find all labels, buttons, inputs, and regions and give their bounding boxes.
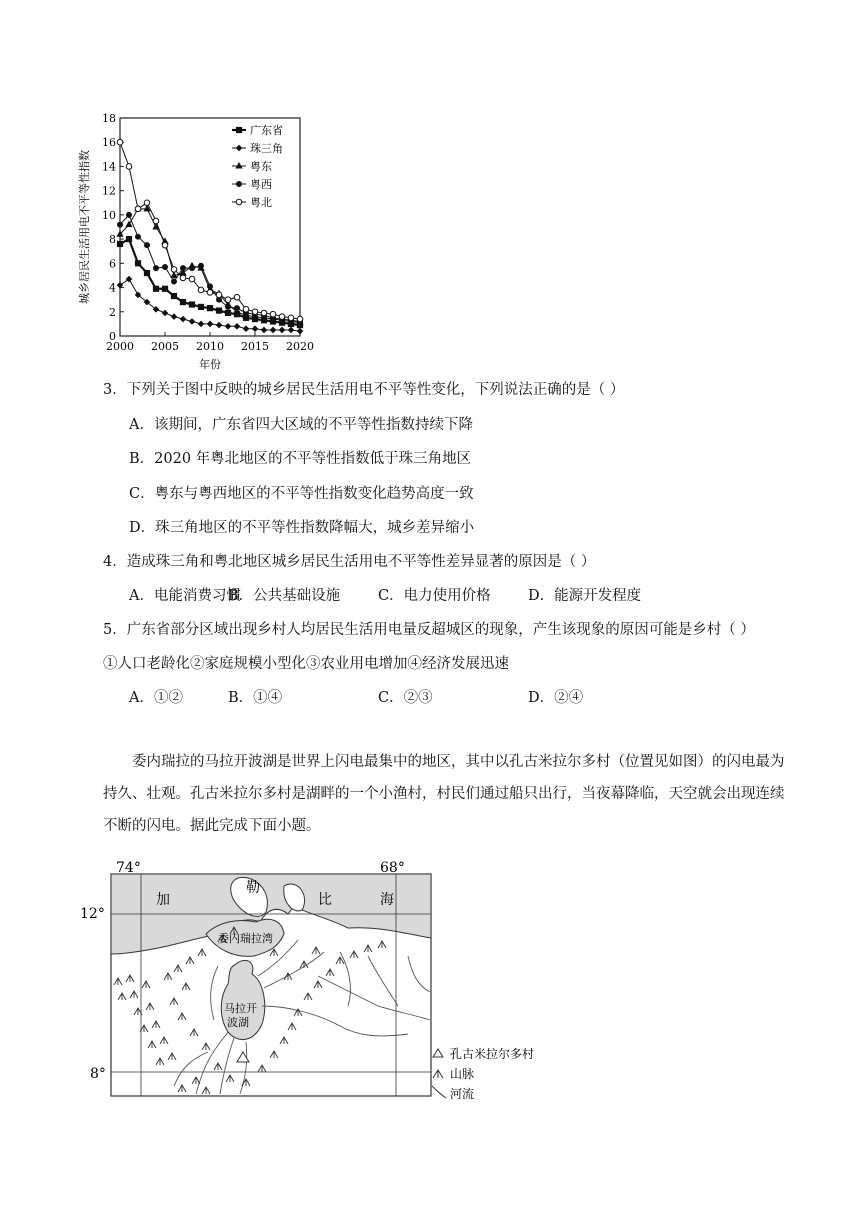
data-point (207, 321, 212, 326)
data-point (288, 315, 294, 321)
data-point (198, 287, 204, 293)
data-point (234, 324, 239, 329)
legend-label: 珠三角 (250, 142, 283, 155)
data-point (198, 321, 203, 326)
legend-label: 广东省 (250, 124, 283, 137)
legend-mountain-label: 山脉 (450, 1067, 475, 1081)
data-point (226, 304, 231, 309)
sea-char-4: 海 (380, 892, 394, 908)
data-point (243, 307, 249, 313)
question-4-stem: 4．造成珠三角和粤北地区城乡居民生活用电不平等性差异显著的原因是（ ） (103, 554, 596, 570)
data-point (216, 292, 222, 298)
data-point (199, 263, 204, 268)
question-3-option-b: B．2020 年粤北地区的不平等性指数低于珠三角地区 (129, 451, 472, 467)
question-4-option-a: A．电能消费习惯 (129, 588, 241, 604)
data-point (225, 297, 231, 303)
data-point (252, 309, 258, 315)
question-3-option-c: C．粤东与粤西地区的不平等性指数变化趋势高度一致 (129, 486, 474, 502)
x-tick-label: 2005 (151, 340, 179, 353)
data-point (117, 241, 122, 246)
lake-label-line-2: 波湖 (227, 1016, 249, 1029)
data-point (180, 275, 186, 281)
question-5-option-c: C．②③ (378, 690, 433, 706)
data-point (190, 266, 195, 271)
data-point (297, 329, 302, 334)
y-tick-label: 2 (109, 305, 116, 319)
data-point (270, 311, 276, 317)
data-point (153, 286, 158, 291)
sea-char-1: 加 (156, 892, 170, 908)
data-point (208, 284, 213, 289)
lon-label-68: 68° (380, 860, 405, 876)
data-point (234, 294, 240, 300)
question-5-option-b: B．①④ (228, 690, 283, 706)
y-tick-label: 16 (102, 136, 116, 150)
data-point (136, 234, 141, 239)
question-5-option-a: A．①② (129, 690, 183, 706)
data-point (180, 299, 185, 304)
x-axis-label: 年份 (199, 358, 221, 371)
y-tick-label: 6 (109, 257, 116, 271)
data-point (117, 139, 123, 145)
legend-label: 粤北 (250, 196, 272, 209)
legend-marker (237, 182, 242, 187)
data-point (297, 316, 303, 322)
lake-label-line-1: 马拉开 (224, 1002, 257, 1015)
data-point (118, 222, 123, 227)
legend-village-icon (433, 1049, 443, 1057)
legend-marker (236, 163, 242, 168)
question-4-option-d: D．能源开发程度 (528, 588, 642, 604)
data-point (127, 212, 132, 217)
y-tick-label: 4 (109, 281, 116, 295)
sea-char-3: 比 (318, 892, 332, 908)
reading-passage: 委内瑞拉的马拉开波湖是世界上闪电最集中的地区，其中以孔古米拉尔多村（位置见如图）的闪电最为持久、壮观。孔古米拉尔多村是湖畔的一个小渔村，村民们通过船只出行，当夜幕降临，天空就会出现连续不断的闪电。据此完成下面小题。 (103, 754, 785, 834)
legend-village-label: 孔古米拉尔多村 (450, 1047, 535, 1061)
question-5-option-d: D．②④ (528, 690, 584, 706)
y-tick-label: 14 (102, 160, 116, 174)
y-tick-label: 8 (109, 233, 116, 247)
data-point (225, 324, 230, 329)
legend-marker (236, 127, 241, 132)
data-point (171, 272, 177, 277)
legend-river-label: 河流 (450, 1087, 475, 1101)
data-point (261, 327, 266, 332)
data-point (252, 326, 257, 331)
data-point (270, 327, 275, 332)
data-point (162, 242, 168, 248)
question-3-option-a: A．该期间，广东省四大区域的不平等性指数持续下降 (129, 417, 473, 433)
data-point (198, 304, 203, 309)
x-tick-label: 2015 (241, 340, 269, 353)
data-point (162, 310, 167, 315)
data-point (126, 164, 132, 170)
data-point (189, 302, 194, 307)
y-axis-label: 城乡居民生活用电不平等性指数 (78, 150, 91, 304)
question-3-option-d: D．珠三角地区的不平等性指数降幅大，城乡差异缩小 (129, 520, 475, 536)
y-tick-label: 10 (102, 208, 116, 222)
y-tick-label: 12 (102, 184, 116, 198)
data-point (261, 310, 267, 316)
question-4-option-c: C．电力使用价格 (378, 588, 491, 604)
question-5-statements: ①人口老龄化②家庭规模小型化③农业用电增加④经济发展迅速 (103, 656, 509, 672)
data-point (180, 316, 185, 321)
x-tick-label: 2010 (196, 340, 224, 353)
y-tick-label: 18 (102, 112, 116, 125)
data-point (135, 261, 140, 266)
maracaibo-map (78, 856, 558, 1106)
legend-label: 粤西 (250, 178, 272, 191)
data-point (144, 200, 150, 206)
legend-marker (236, 199, 242, 205)
lat-label-12: 12° (80, 906, 105, 922)
legend-marker (236, 145, 241, 150)
data-point (279, 327, 284, 332)
data-point (126, 237, 131, 242)
question-4-option-b: B．公共基础设施 (228, 588, 341, 604)
data-point (163, 264, 168, 269)
data-point (145, 243, 150, 248)
question-5-stem: 5．广东省部分区域出现乡村人均居民生活用电量反超城区的现象，产生该现象的原因可能是乡村（ ） (103, 622, 755, 638)
data-point (126, 222, 132, 227)
data-point (171, 293, 176, 298)
data-point (288, 327, 293, 332)
data-point (171, 267, 177, 273)
data-point (216, 323, 221, 328)
inequality-line-chart (72, 108, 322, 376)
data-point (181, 266, 186, 271)
x-tick-label: 2000 (106, 340, 134, 353)
data-point (207, 290, 213, 296)
data-point (207, 306, 212, 311)
lat-label-8: 8° (90, 1066, 106, 1082)
data-point (216, 308, 221, 313)
data-point (225, 310, 230, 315)
data-point (189, 276, 195, 282)
x-tick-label: 2020 (286, 340, 314, 353)
sea-char-2: 勒 (246, 880, 260, 896)
data-point (189, 319, 194, 324)
question-3-stem: 3．下列关于图中反映的城乡居民生活用电不平等性变化，下列说法正确的是（ ） (103, 382, 625, 398)
data-point (153, 218, 159, 224)
legend-river-icon (432, 1086, 446, 1098)
data-point (154, 266, 159, 271)
lon-label-74: 74° (116, 860, 141, 876)
series-5 (117, 139, 303, 321)
legend-label: 粤东 (250, 160, 272, 173)
data-point (235, 306, 240, 311)
data-point (162, 286, 167, 291)
y-tick-label: 0 (109, 330, 116, 343)
data-point (279, 314, 285, 320)
data-point (171, 314, 176, 319)
legend-mountain-icon (433, 1070, 443, 1078)
data-point (144, 270, 149, 275)
data-point (172, 279, 177, 284)
gulf-label: 委内瑞拉湾 (218, 932, 273, 945)
data-point (135, 206, 141, 212)
data-point (243, 326, 248, 331)
